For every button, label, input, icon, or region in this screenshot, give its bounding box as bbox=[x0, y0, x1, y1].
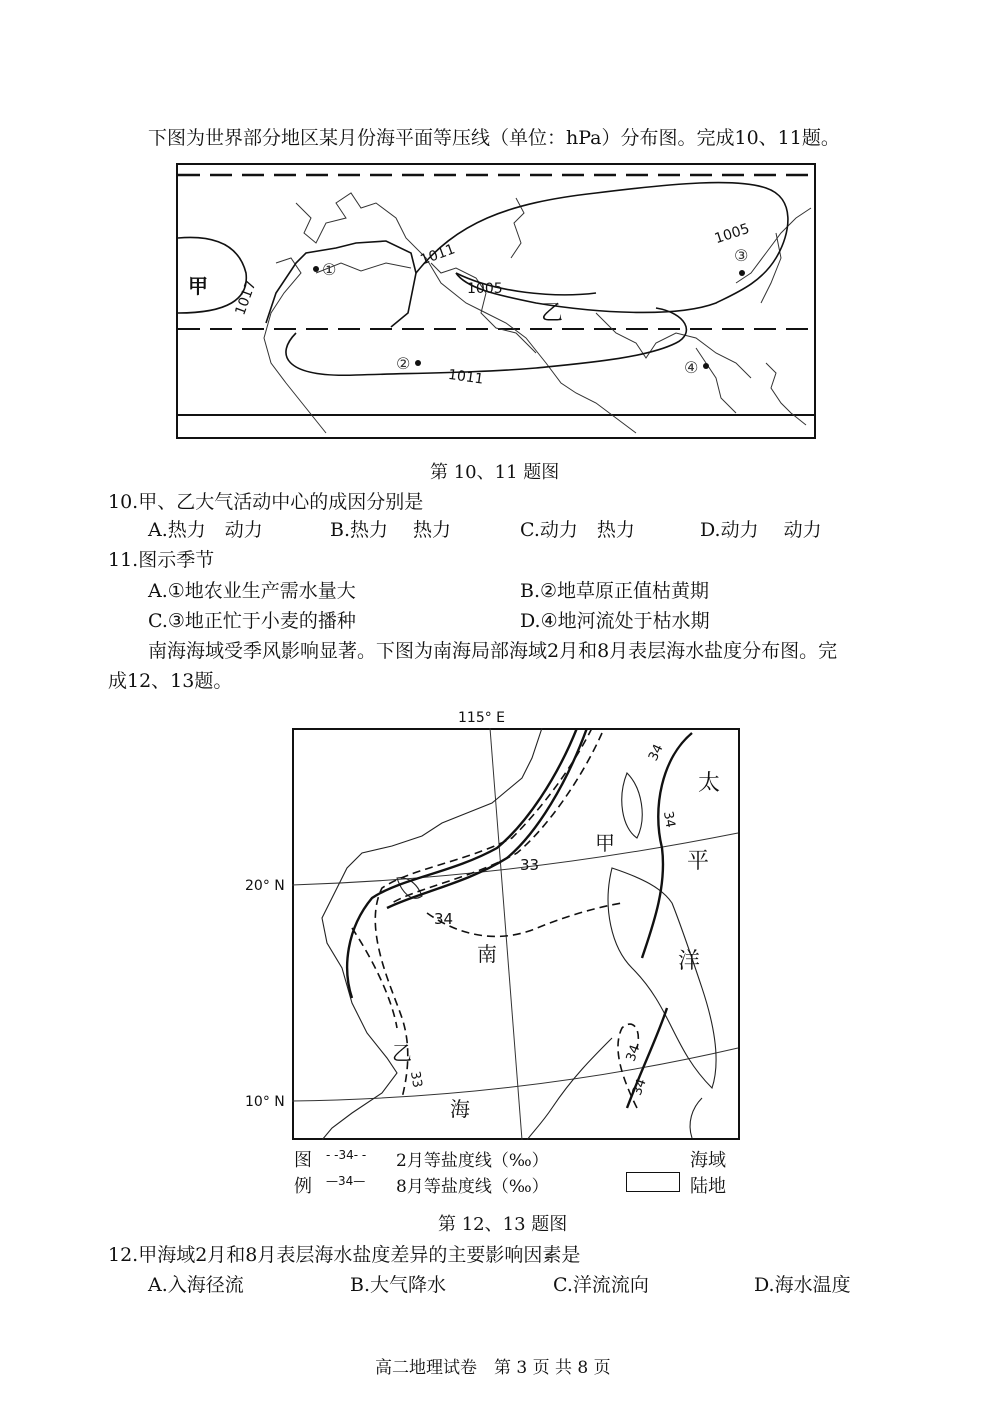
isobar-label-1005-a: 1005 bbox=[467, 281, 503, 297]
point-3-dot bbox=[739, 270, 745, 276]
legend-aug-label: 8月等盐度线（‰） bbox=[396, 1177, 549, 1197]
point-2-label: ② bbox=[396, 354, 411, 373]
legend-title-2: 例 bbox=[294, 1176, 312, 1197]
salinity-label-33-a: 33 bbox=[520, 856, 540, 874]
salinity-label-34-d: 34 bbox=[623, 1042, 644, 1064]
legend-sea-label: 海域 bbox=[690, 1150, 726, 1171]
lon-label-115e: 115° E bbox=[458, 710, 506, 726]
center-jia: 甲 bbox=[188, 274, 208, 298]
isobar-label-1005-b: 1005 bbox=[712, 220, 752, 248]
isobar-label-1017: 1017 bbox=[232, 278, 260, 318]
page-footer: 高二地理试卷 第 3 页 共 8 页 bbox=[375, 1358, 611, 1378]
legend-land-swatch bbox=[626, 1172, 680, 1192]
point-4-label: ④ bbox=[684, 358, 699, 377]
legend-land-label: 陆地 bbox=[690, 1176, 726, 1197]
caption-q10-11: 第 10、11 题图 bbox=[430, 462, 560, 483]
q10-option-b[interactable]: B.热力 热力 bbox=[330, 519, 452, 541]
q10-option-a[interactable]: A.热力 动力 bbox=[148, 519, 263, 541]
q12-option-a[interactable]: A.入海径流 bbox=[148, 1274, 244, 1296]
q11-option-a[interactable]: A.①地农业生产需水量大 bbox=[148, 580, 356, 602]
area-jia: 甲 bbox=[595, 831, 615, 855]
isobar-label-1011-b: 1011 bbox=[447, 366, 485, 388]
lat-label-10n: 10° N bbox=[245, 1094, 285, 1110]
q10-stem: 10.甲、乙大气活动中心的成因分别是 bbox=[108, 491, 424, 513]
isobar-map bbox=[176, 163, 816, 439]
point-1-dot bbox=[313, 266, 319, 272]
q12-option-d[interactable]: D.海水温度 bbox=[754, 1274, 851, 1296]
intro-q12-13-line1: 南海海域受季风影响显著。下图为南海局部海域2月和8月表层海水盐度分布图。完 bbox=[148, 640, 838, 662]
lat-label-20n: 20° N bbox=[245, 878, 285, 894]
salinity-label-34-e: 34 bbox=[629, 1076, 650, 1098]
center-yi: 乙 bbox=[541, 301, 564, 326]
q11-option-d[interactable]: D.④地河流处于枯水期 bbox=[520, 610, 710, 632]
legend-title-1: 图 bbox=[294, 1150, 312, 1171]
legend-aug-symbol: —34— bbox=[326, 1174, 366, 1188]
q11-stem: 11.图示季节 bbox=[108, 549, 215, 571]
q11-option-b[interactable]: B.②地草原正值枯黄期 bbox=[520, 580, 710, 602]
point-1-label: ① bbox=[322, 260, 337, 279]
salinity-label-34-c: 34 bbox=[434, 910, 454, 928]
q12-stem: 12.甲海域2月和8月表层海水盐度差异的主要影响因素是 bbox=[108, 1244, 581, 1266]
sea-char-hai: 海 bbox=[450, 1097, 470, 1121]
ocean-char-ping: 平 bbox=[687, 849, 710, 874]
salinity-label-34-a: 34 bbox=[646, 742, 667, 764]
q11-option-c[interactable]: C.③地正忙于小麦的播种 bbox=[148, 610, 356, 632]
q10-option-d[interactable]: D.动力 动力 bbox=[700, 519, 822, 541]
isobar-label-1011-a: 1011 bbox=[418, 241, 458, 269]
q12-option-b[interactable]: B.大气降水 bbox=[350, 1274, 447, 1296]
salinity-label-33-b: 33 bbox=[406, 1070, 425, 1089]
legend-feb-symbol: - -34- - bbox=[326, 1148, 367, 1162]
point-2-dot bbox=[415, 360, 421, 366]
q10-option-c[interactable]: C.动力 热力 bbox=[520, 519, 635, 541]
ocean-char-yang: 洋 bbox=[678, 949, 701, 974]
intro-q10-11: 下图为世界部分地区某月份海平面等压线（单位：hPa）分布图。完成10、11题。 bbox=[148, 127, 840, 149]
salinity-map bbox=[292, 728, 740, 1140]
ocean-char-tai: 太 bbox=[698, 771, 721, 796]
point-4-dot bbox=[703, 363, 709, 369]
q12-option-c[interactable]: C.洋流流向 bbox=[553, 1274, 649, 1296]
intro-q12-13-line2: 成12、13题。 bbox=[108, 670, 233, 692]
sea-char-nan: 南 bbox=[477, 942, 497, 966]
salinity-label-34-b: 34 bbox=[659, 810, 678, 829]
area-yi: 乙 bbox=[392, 1041, 412, 1065]
point-3-label: ③ bbox=[734, 246, 749, 265]
caption-q12-13: 第 12、13 题图 bbox=[438, 1214, 568, 1235]
legend-feb-label: 2月等盐度线（‰） bbox=[396, 1151, 549, 1171]
